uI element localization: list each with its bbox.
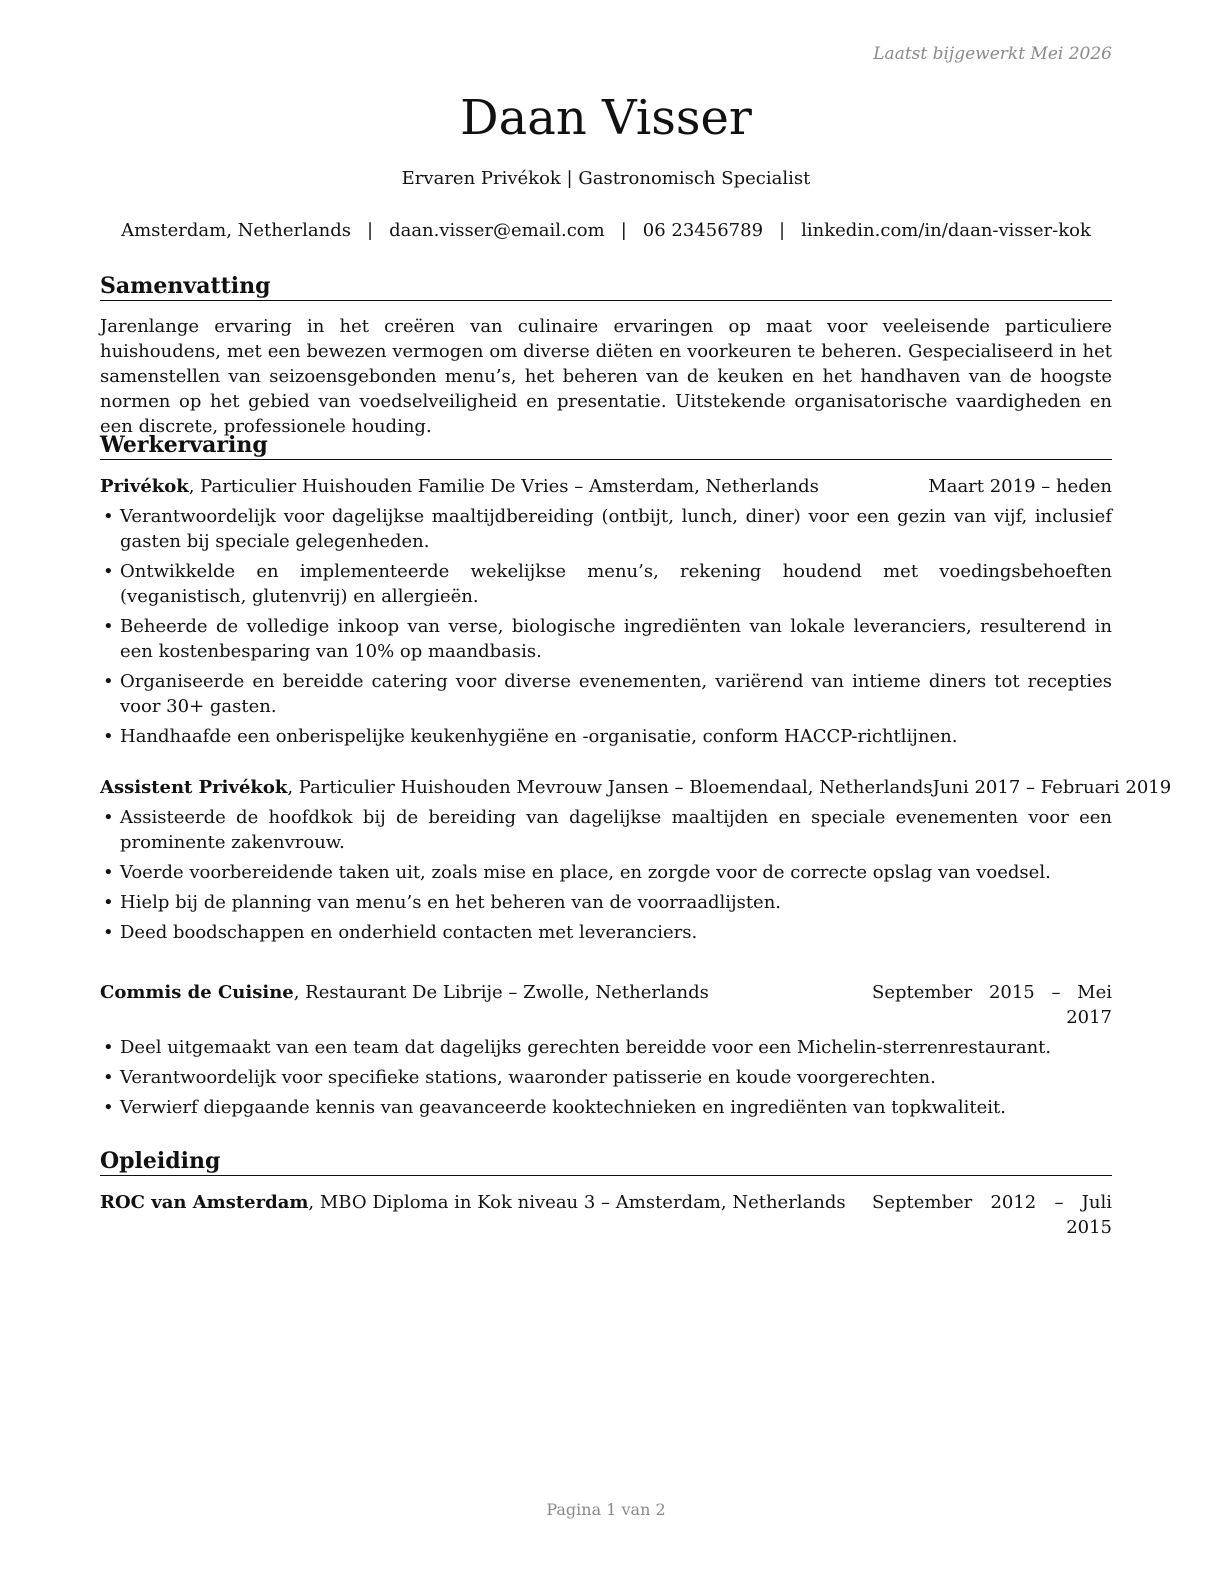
contact-linkedin[interactable]: linkedin.com/in/daan-visser-kok <box>801 220 1091 241</box>
bullet-item: • Verwierf diepgaande kennis van geavanceerde kooktechnieken en ingrediënten van topkwaliteit. <box>100 1095 1112 1120</box>
job-role: Commis de Cuisine <box>100 982 294 1003</box>
job-title-line <box>100 775 933 800</box>
contact-email[interactable]: daan.visser@email.com <box>389 220 605 241</box>
contact-line <box>100 218 1112 244</box>
job-employer: , Restaurant De Librije – Zwolle, Netherlands <box>293 982 709 1003</box>
job-dates: September 2015 – Mei 2017 <box>872 982 1112 1028</box>
job-role: Assistent Privékok <box>100 777 288 798</box>
bullet-item: • Hielp bij de planning van menu’s en het beheren van de voorraadlijsten. <box>100 890 1112 915</box>
job-bullets <box>100 805 1112 950</box>
bullet-item: • Organiseerde en bereidde catering voor diverse evenementen, variërend van intieme diners tot recepties voor 30+ gasten. <box>100 669 1112 719</box>
job-dates: Maart 2019 – heden <box>928 476 1112 497</box>
job-title-line <box>100 980 709 1005</box>
bullet-item: • Handhaafde een onberispelijke keukenhygiëne en -organisatie, conform HACCP-richtlijnen. <box>100 724 1112 749</box>
bullet-item: • Deed boodschappen en onderhield contacten met leveranciers. <box>100 920 1112 945</box>
education-dates: September 2012 – Juli 2015 <box>872 1192 1112 1238</box>
education-degree: , MBO Diploma in Kok niveau 3 – Amsterdam, Netherlands <box>308 1192 846 1213</box>
contact-phone[interactable]: 06 23456789 <box>642 220 764 241</box>
education-heading <box>100 1190 1112 1240</box>
job-heading <box>100 474 1112 499</box>
contact-location: Amsterdam, Netherlands <box>121 220 351 241</box>
candidate-name: Daan Visser <box>460 90 752 146</box>
page-number: Pagina 1 van 2 <box>546 1500 666 1519</box>
job-employer: , Particulier Huishouden Familie De Vries – Amsterdam, Netherlands <box>188 476 819 497</box>
section-title-education: Opleiding <box>100 1147 1112 1176</box>
bullet-item: • Assisteerde de hoofdkok bij de bereiding van dagelijkse maaltijden en speciale evenementen voor een prominente zakenvrouw. <box>100 805 1112 855</box>
job-bullets <box>100 504 1112 754</box>
contact-separator: | <box>366 220 374 241</box>
bullet-item: • Voerde voorbereidende taken uit, zoals mise en place, en zorgde voor de correcte opslag van voedsel. <box>100 860 1112 885</box>
resume-page <box>100 0 1172 1584</box>
bullet-item: • Ontwikkelde en implementeerde wekelijkse menu’s, rekening houdend met voedingsbehoeften (veganistisch, glutenvrij) en allergieën. <box>100 559 1112 609</box>
job-role: Privékok <box>100 476 189 497</box>
job-bullets <box>100 1035 1112 1125</box>
bullet-item: • Verantwoordelijk voor specifieke stations, waaronder patisserie en koude voorgerechten. <box>100 1065 1112 1090</box>
section-title-experience: Werkervaring <box>100 431 1112 460</box>
bullet-item: • Deel uitgemaakt van een team dat dagelijks gerechten bereidde voor een Michelin-sterrenrestaurant. <box>100 1035 1112 1060</box>
bullet-item: • Verantwoordelijk voor dagelijkse maaltijdbereiding (ontbijt, lunch, diner) voor een gezin van vijf, inclusief gasten bij speciale gelegenheden. <box>100 504 1112 554</box>
job-heading <box>100 775 1172 800</box>
education-line <box>100 1190 846 1215</box>
contact-separator: | <box>620 220 627 241</box>
contact-separator: | <box>779 220 786 241</box>
job-dates: Juni 2017 – Februari 2019 <box>932 777 1172 798</box>
summary-text: Jarenlange ervaring in het creëren van culinaire ervaringen op maat voor veeleisende particuliere huishoudens, met een bewezen vermogen om diverse diëten en voorkeuren te beheren. Gespecialiseerd in het samenstellen van seizoensgebonden menu’s, het beheren van de keuken en het handhaven van de hoogste normen op het gebied van voedselveiligheid en presentatie. Uitstekende organisatorische vaardigheden en een discrete, professionele houding. <box>100 316 1112 437</box>
job-employer: , Particulier Huishouden Mevrouw Jansen – Bloemendaal, Netherlands <box>287 777 933 798</box>
bullet-item: • Beheerde de volledige inkoop van verse, biologische ingrediënten van lokale leveranciers, resulterend in een kostenbesparing van 10% op maandbasis. <box>100 614 1112 664</box>
job-heading <box>100 980 1112 1030</box>
education-school: ROC van Amsterdam <box>100 1192 309 1213</box>
candidate-subtitle: Ervaren Privékok | Gastronomisch Specialist <box>401 168 811 189</box>
section-title-summary: Samenvatting <box>100 272 1112 301</box>
job-title-line <box>100 474 819 499</box>
last-updated: Laatst bijgewerkt Mei 2026 <box>873 44 1112 64</box>
